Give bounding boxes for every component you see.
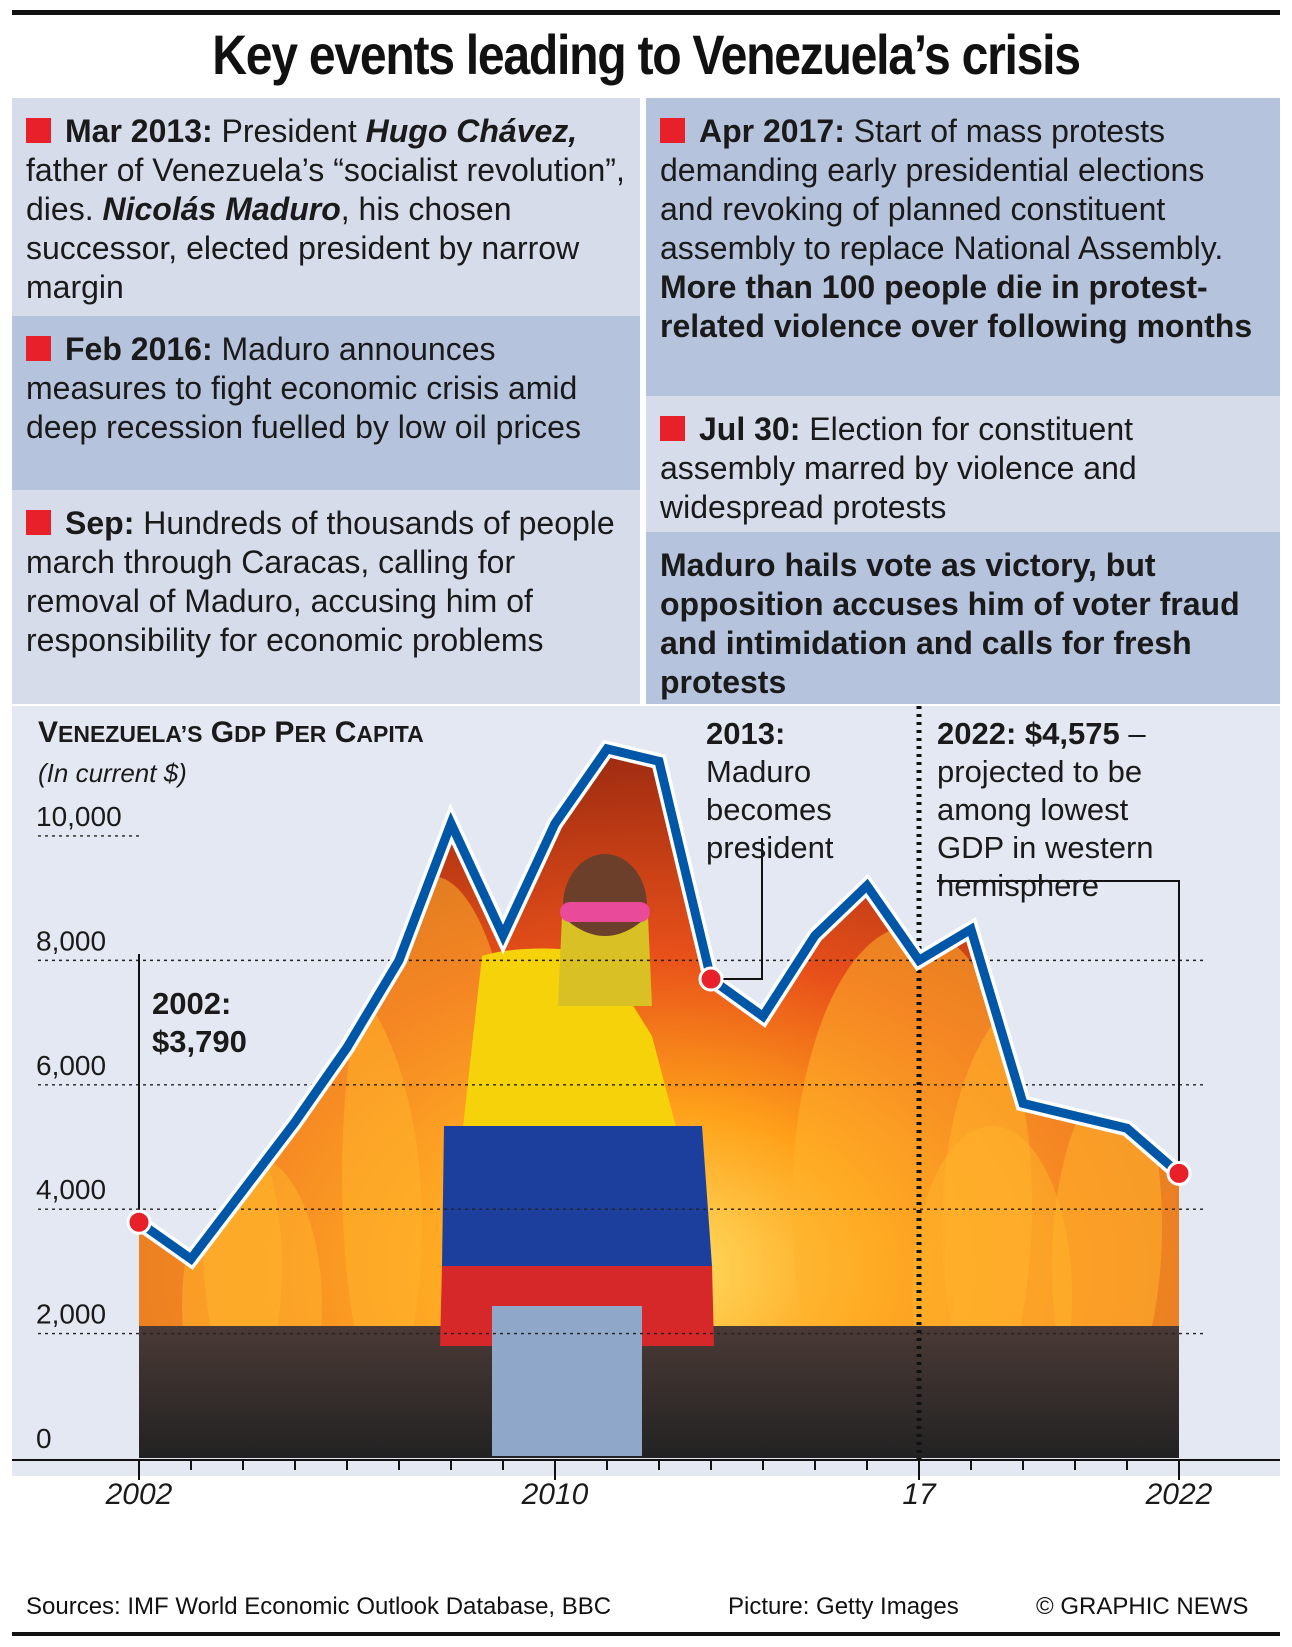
event-text: , his chosen successor, elected president by narrow margin (26, 191, 580, 305)
annotation-2022-heading: 2022: $4,575 – (937, 716, 1146, 751)
event-box (646, 98, 1280, 396)
event-text: Nicolás Maduro (102, 191, 341, 227)
event-box (12, 316, 640, 490)
footer-picture: Picture: Getty Images (728, 1593, 959, 1620)
event-date: Sep: (65, 505, 135, 541)
y-tick-label: 8,000 (36, 925, 107, 957)
x-tick-label: 2010 (521, 1478, 589, 1511)
red-square-icon (26, 118, 51, 143)
event-box (12, 98, 640, 316)
events-left-column (12, 98, 640, 704)
event-date: Mar 2013: (65, 113, 213, 149)
highlight-point-2013 (700, 968, 722, 990)
event-date: Feb 2016: (65, 331, 213, 367)
annotation-2013-line: becomes (706, 792, 832, 827)
event-text: President (212, 113, 366, 149)
event-text: Hugo Chávez, (365, 113, 578, 149)
red-square-icon (26, 510, 51, 535)
annotation-2022-line: hemisphere (937, 868, 1099, 903)
conclusion-box: Maduro hails vote as victory, but opposition accuses him of voter fraud and intimidation and calls for fresh protests (646, 532, 1280, 704)
event-box (646, 396, 1280, 532)
y-tick-label: 10,000 (36, 800, 122, 832)
event-box (12, 490, 640, 704)
annotation-2002-line: $3,790 (152, 1024, 247, 1059)
jeans (492, 1306, 642, 1456)
y-tick-label: 0 (36, 1423, 52, 1454)
x-tick-label: 2002 (105, 1478, 173, 1511)
annotation-2013-line: Maduro (706, 754, 812, 789)
y-tick-label: 6,000 (36, 1049, 107, 1081)
annotation-2013-line: president (706, 830, 834, 865)
annotation-2022-line: among lowest (937, 792, 1129, 827)
footer-credit: © GRAPHIC NEWS (1036, 1593, 1249, 1620)
gdp-chart-svg (12, 706, 1280, 1586)
event-date: Apr 2017: (699, 113, 845, 149)
annotation-2022-line: GDP in western (937, 830, 1154, 865)
annotation-2013-heading: 2013: (706, 716, 786, 751)
page-title: Key events leading to Venezuela’s crisis (212, 23, 1080, 86)
annotation-2002-heading: 2002: (152, 986, 232, 1021)
red-square-icon (660, 118, 685, 143)
event-text: Maduro announces measures to fight economic crisis amid deep recession fuelled by low oil prices (26, 331, 581, 445)
event-text: More than 100 people die in protest-related violence over following months (660, 269, 1253, 344)
chart-title: VENEZUELA’S GDP PER CAPITA (38, 716, 424, 749)
footer-sources: Sources: IMF World Economic Outlook Database, BBC (26, 1593, 612, 1620)
red-square-icon (660, 416, 685, 441)
event-text: Election for constituent assembly marred by violence and widespread protests (660, 411, 1137, 525)
x-tick-label: 17 (902, 1478, 936, 1511)
y-tick-label: 2,000 (36, 1298, 107, 1330)
goggles (560, 902, 650, 922)
y-tick-label: 4,000 (36, 1174, 107, 1206)
flag-blue (442, 1126, 712, 1266)
bottom-rule (12, 1632, 1280, 1636)
top-rule (12, 10, 1280, 15)
events-right-column (646, 98, 1280, 704)
event-text: father of Venezuela’s “socialist revolution”, dies. (26, 152, 625, 227)
event-text: Start of mass protests demanding early presidential elections and revoking of planned constituent assembly to replace National Assembly. (660, 113, 1224, 266)
red-square-icon (26, 336, 51, 361)
gdp-chart (12, 706, 1280, 1606)
annotation-2022-line: projected to be (937, 754, 1143, 789)
highlight-point-2002 (128, 1211, 150, 1233)
highlight-point-2022 (1168, 1162, 1190, 1184)
event-date: Jul 30: (699, 411, 801, 447)
x-tick-label: 2022 (1145, 1478, 1213, 1511)
event-text: Hundreds of thousands of people march through Caracas, calling for removal of Maduro, accusing him of responsibility for economic problems (26, 505, 615, 658)
chart-subtitle: (In current $) (38, 758, 187, 788)
